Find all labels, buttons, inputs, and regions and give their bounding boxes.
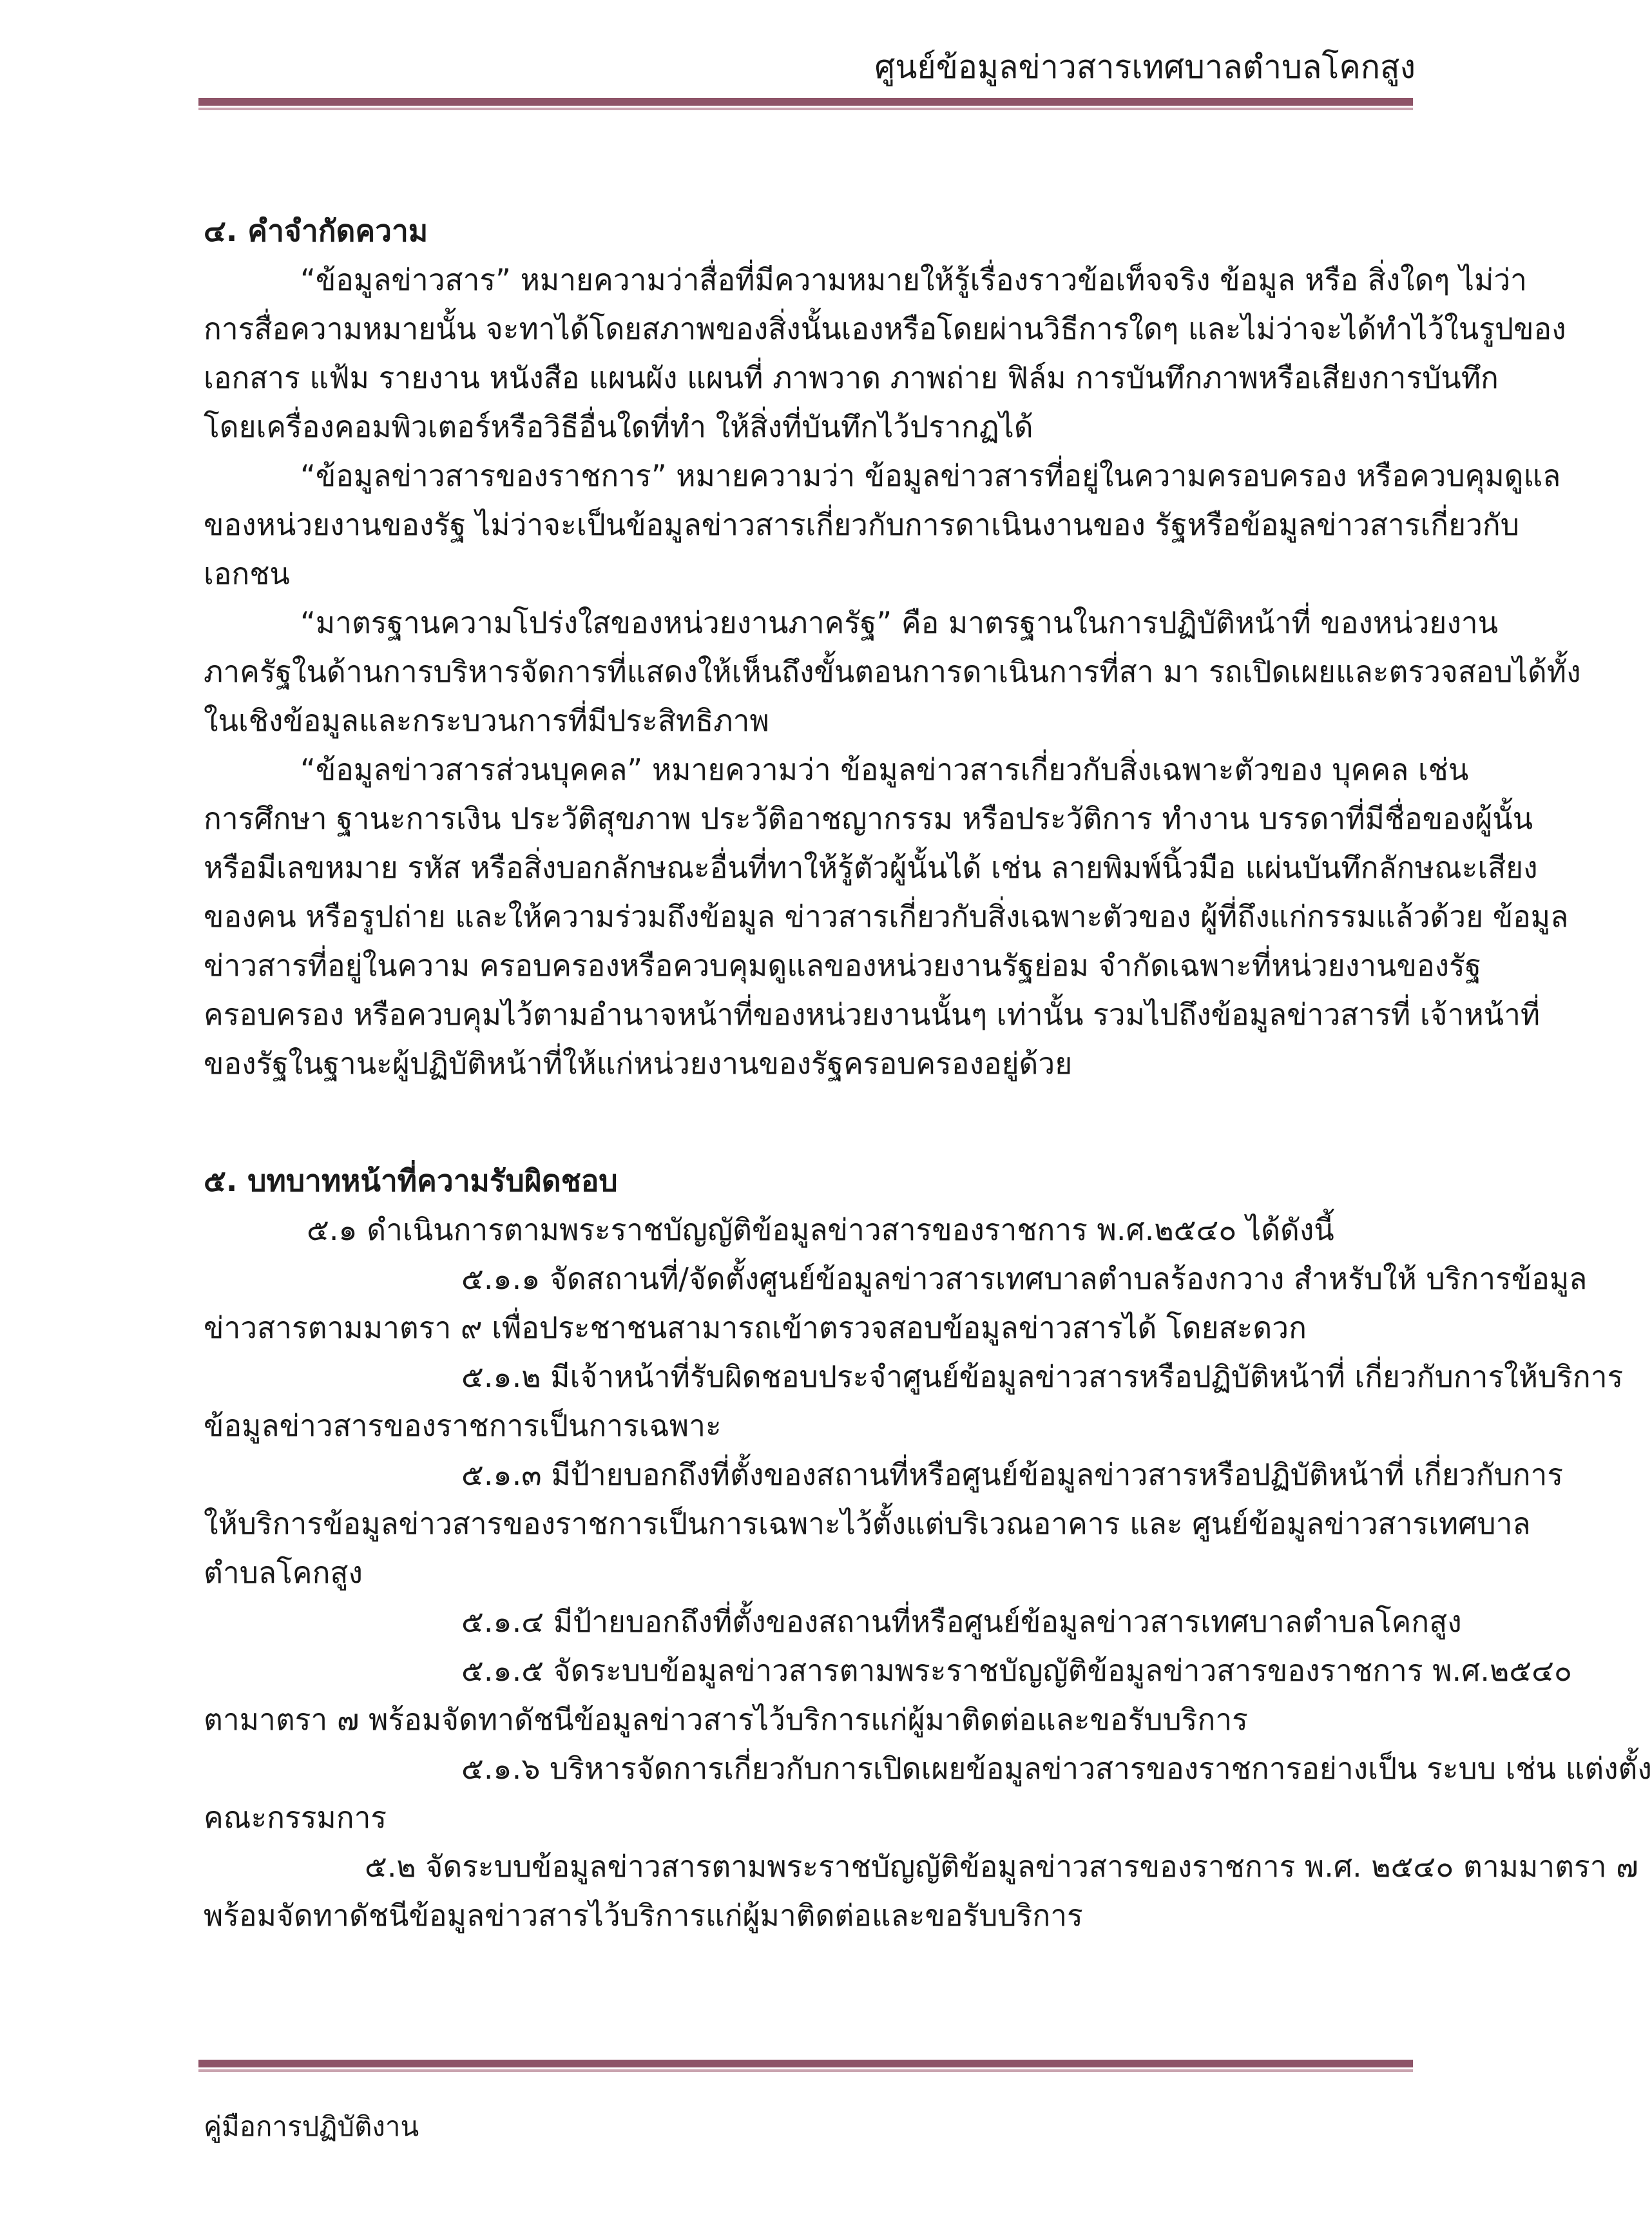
duty-paragraph-line: ๕.๑ ดำเนินการตามพระราชบัญญัติข้อมูลข่าวสารของราชการ พ.ศ.๒๕๔๐ ได้ดังนี้	[307, 1212, 1334, 1247]
section-5-heading: ๕. บทบาทหน้าที่ความรับผิดชอบ	[204, 1163, 618, 1198]
duty-paragraph-line: ๕.๑.๓ มีป้ายบอกถึงที่ตั้งของสถานที่หรือศูนย์ข้อมูลข่าวสารหรือปฏิบัติหน้าที่ เกี่ยวกับการ	[461, 1457, 1564, 1492]
definition-paragraph-line: “ข้อมูลข่าวสารของราชการ” หมายความว่า ข้อมูลข่าวสารที่อยู่ในความครอบครอง หรือควบคุมดูแล	[300, 458, 1561, 493]
definition-paragraph-line: ของรัฐในฐานะผู้ปฏิบัติหน้าที่ให้แก่หน่วยงานของรัฐครอบครองอยู่ด้วย	[204, 1046, 1073, 1081]
definition-paragraph-line: โดยเครื่องคอมพิวเตอร์หรือวิธีอื่นใดที่ทำ ให้สิ่งที่บันทึกไว้ปรากฏได้	[204, 409, 1033, 444]
duty-paragraph-line: ๕.๒ จัดระบบข้อมูลข่าวสารตามพระราชบัญญัติข้อมูลข่าวสารของราชการ พ.ศ. ๒๕๔๐ ตามมาตรา ๗	[365, 1849, 1638, 1884]
duty-paragraph-line: ตำบลโคกสูง	[204, 1555, 363, 1590]
duty-paragraph-line: ๕.๑.๖ บริหารจัดการเกี่ยวกับการเปิดเผยข้อมูลข่าวสารของราชการอย่างเป็น ระบบ เช่น แต่งตั้ง	[461, 1751, 1652, 1786]
duty-paragraph-line: ให้บริการข้อมูลข่าวสารของราชการเป็นการเฉพาะไว้ตั้งแต่บริเวณอาคาร และ ศูนย์ข้อมูลข่าวสารเทศบาล	[204, 1506, 1531, 1541]
duty-paragraph-line: คณะกรรมการ	[204, 1800, 387, 1835]
duty-paragraph-line: ตามาตรา ๗ พร้อมจัดทาดัชนีข้อมูลข่าวสารไว้บริการแก่ผู้มาติดต่อและขอรับบริการ	[204, 1702, 1248, 1737]
definition-paragraph-line: ของหน่วยงานของรัฐ ไม่ว่าจะเป็นข้อมูลข่าวสารเกี่ยวกับการดาเนินงานของ รัฐหรือข้อมูลข่าวสารเกี่ยวกับ	[204, 507, 1519, 542]
definition-paragraph-line: เอกสาร แฟ้ม รายงาน หนังสือ แผนผัง แผนที่ ภาพวาด ภาพถ่าย ฟิล์ม การบันทึกภาพหรือเสียงการบันทึก	[204, 360, 1499, 395]
duty-paragraph-line: พร้อมจัดทาดัชนีข้อมูลข่าวสารไว้บริการแก่ผู้มาติดต่อและขอรับบริการ	[204, 1898, 1083, 1933]
duty-paragraph-line: ข้อมูลข่าวสารของราชการเป็นการเฉพาะ	[204, 1408, 722, 1443]
duty-paragraph-line: ๕.๑.๕ จัดระบบข้อมูลข่าวสารตามพระราชบัญญัติข้อมูลข่าวสารของราชการ พ.ศ.๒๕๔๐	[461, 1653, 1573, 1688]
footer-divider	[198, 2060, 1413, 2072]
definition-paragraph-line: ภาครัฐในด้านการบริหารจัดการที่แสดงให้เห็นถึงขั้นตอนการดาเนินการที่สา มา รถเปิดเผยและตรวจสอบได้ทั้ง	[204, 654, 1581, 689]
definition-paragraph-line: ครอบครอง หรือควบคุมไว้ตามอำนาจหน้าที่ของหน่วยงานนั้นๆ เท่านั้น รวมไปถึงข้อมูลข่าวสารที่ เจ้าหน้าที่	[204, 997, 1541, 1032]
header-divider	[198, 98, 1413, 110]
definition-paragraph-line: ข่าวสารที่อยู่ในความ ครอบครองหรือควบคุมดูแลของหน่วยงานรัฐย่อม จำกัดเฉพาะที่หน่วยงานของรัฐ	[204, 948, 1482, 983]
definition-paragraph-line: “ข้อมูลข่าวสาร” หมายความว่าสื่อที่มีความหมายให้รู้เรื่องราวข้อเท็จจริง ข้อมูล หรือ สิ่งใดๆ ไม่ว่า	[300, 262, 1527, 297]
definition-paragraph-line: “ข้อมูลข่าวสารส่วนบุคคล” หมายความว่า ข้อมูลข่าวสารเกี่ยวกับสิ่งเฉพาะตัวของ บุคคล เช่น	[300, 752, 1469, 787]
definition-paragraph-line: ของคน หรือรูปถ่าย และให้ความร่วมถึงข้อมูล ข่าวสารเกี่ยวกับสิ่งเฉพาะตัวของ ผู้ที่ถึงแก่กรรมแล้วด้วย ข้อมูล	[204, 899, 1569, 934]
section-4-heading: ๔. คำจำกัดความ	[204, 213, 428, 248]
page-header-title: ศูนย์ข้อมูลข่าวสารเทศบาลตำบลโคกสูง	[874, 48, 1416, 86]
definition-paragraph-line: เอกชน	[204, 556, 290, 591]
duty-paragraph-line: ๕.๑.๔ มีป้ายบอกถึงที่ตั้งของสถานที่หรือศูนย์ข้อมูลข่าวสารเทศบาลตำบลโคกสูง	[461, 1604, 1462, 1639]
document-body	[204, 206, 1652, 1940]
definition-paragraph-line: การศึกษา ฐานะการเงิน ประวัติสุขภาพ ประวัติอาชญากรรม หรือประวัติการ ทำงาน บรรดาที่มีชื่อของผู้นั้น	[204, 801, 1533, 836]
definition-paragraph-line: “มาตรฐานความโปร่งใสของหน่วยงานภาครัฐ” คือ มาตรฐานในการปฏิบัติหน้าที่ ของหน่วยงาน	[300, 605, 1499, 640]
duty-paragraph-line: ๕.๑.๒ มีเจ้าหน้าที่รับผิดชอบประจำศูนย์ข้อมูลข่าวสารหรือปฏิบัติหน้าที่ เกี่ยวกับการให้บริการ	[461, 1359, 1624, 1394]
definition-paragraph-line: การสื่อความหมายนั้น จะทาได้โดยสภาพของสิ่งนั้นเองหรือโดยผ่านวิธีการใดๆ และไม่ว่าจะได้ทำไว้ในรูปของ	[204, 311, 1566, 346]
definition-paragraph-line: ในเชิงข้อมูลและกระบวนการที่มีประสิทธิภาพ	[204, 703, 769, 738]
page-footer-text: คู่มือการปฏิบัติงาน	[204, 2111, 419, 2142]
duty-paragraph-line: ๕.๑.๑ จัดสถานที่/จัดตั้งศูนย์ข้อมูลข่าวสารเทศบาลตำบลร้องกวาง สำหรับให้ บริการข้อมูล	[461, 1261, 1588, 1296]
definition-paragraph-line: หรือมีเลขหมาย รหัส หรือสิ่งบอกลักษณะอื่นที่ทาให้รู้ตัวผู้นั้นได้ เช่น ลายพิมพ์นิ้วมือ แผ่นบันทึกลักษณะเสียง	[204, 850, 1538, 885]
duty-paragraph-line: ข่าวสารตามมาตรา ๙ เพื่อประชาชนสามารถเข้าตรวจสอบข้อมูลข่าวสารได้ โดยสะดวก	[204, 1310, 1307, 1345]
